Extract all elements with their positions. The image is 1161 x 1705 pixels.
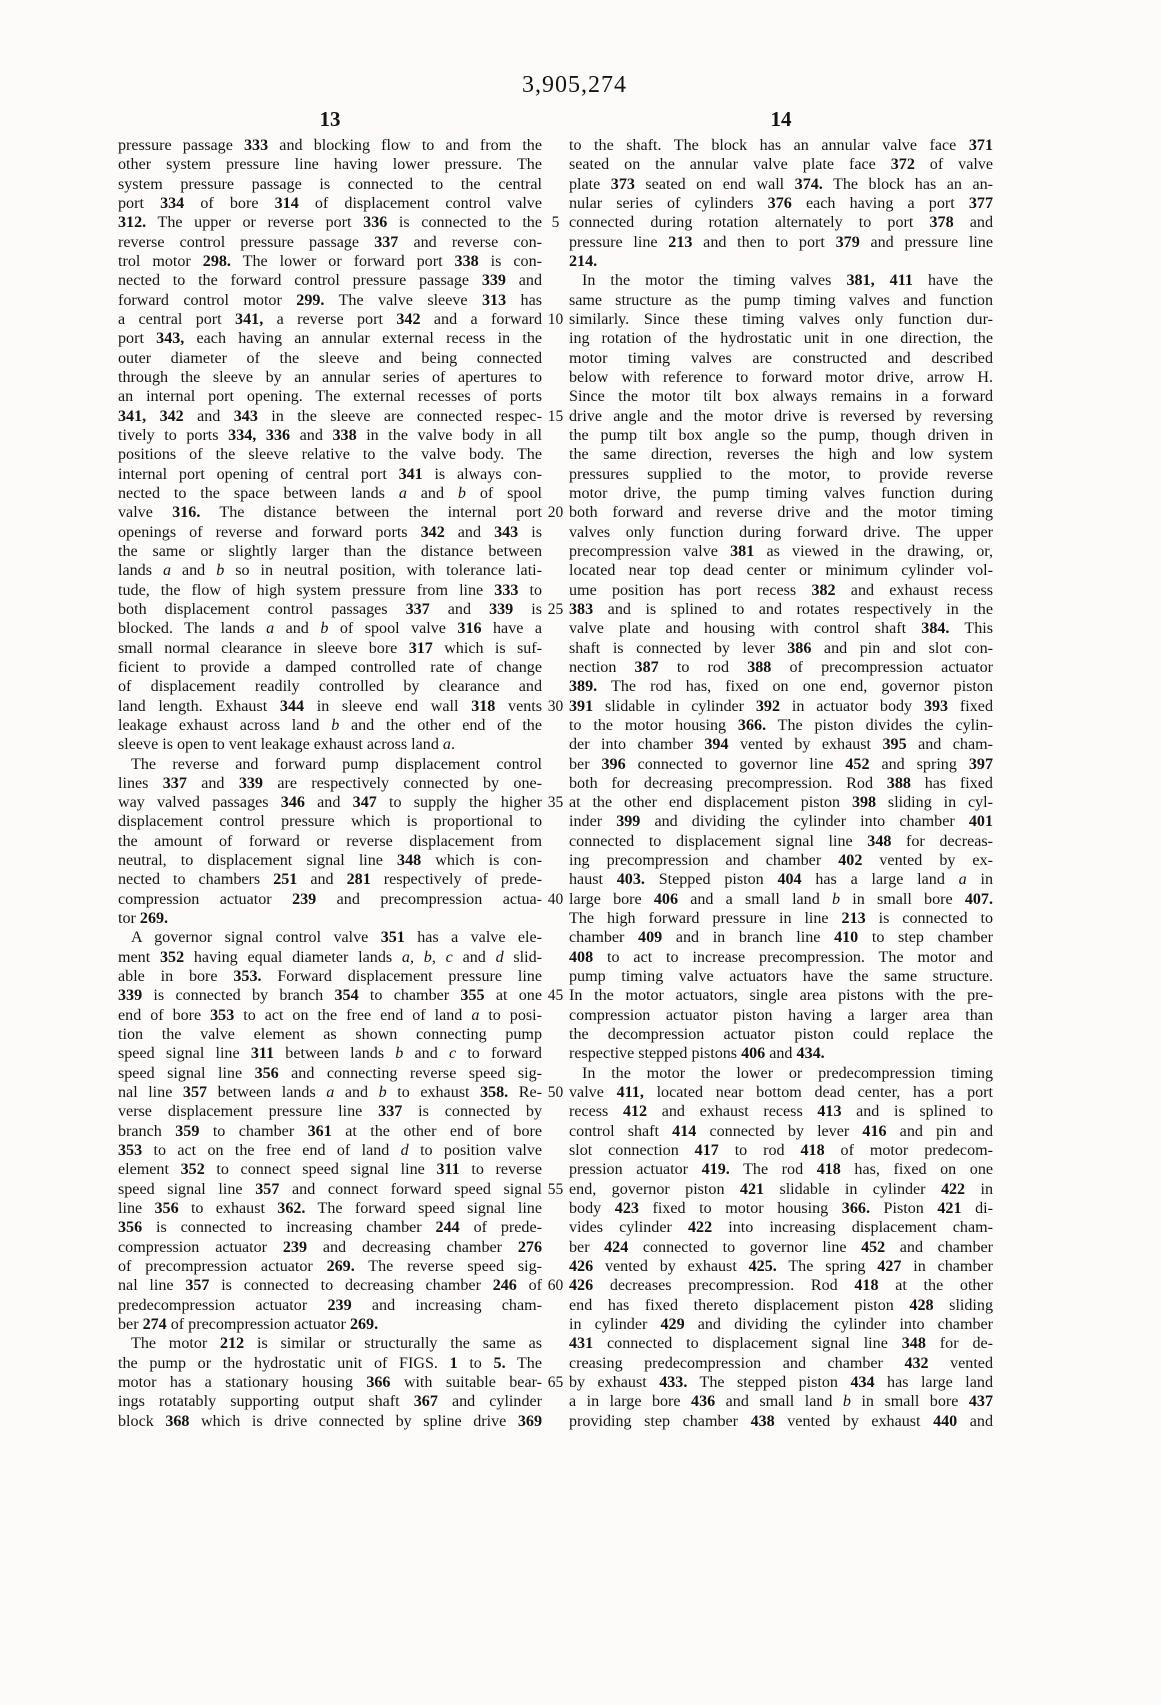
text-line: 353 to act on the free end of land d to position valve — [118, 1142, 542, 1160]
text-line: ber 274 of precompression actuator 269. — [118, 1316, 379, 1334]
text-line: nected to the space between lands a and b of spool — [118, 484, 542, 502]
text-line: speed signal line 311 between lands b and c to forward — [118, 1045, 542, 1063]
text-line: the same or slightly larger than the distance between — [118, 542, 542, 560]
line-number-blank — [542, 1315, 569, 1334]
line-number-blank — [542, 1257, 569, 1276]
text-line: providing step chamber 438 vented by exhaust 440 and — [569, 1412, 993, 1430]
line-number-blank — [542, 542, 569, 561]
text-line: 214. — [569, 252, 598, 270]
text-line: same structure as the pump timing valves and function — [569, 291, 993, 309]
text-line: compression actuator 239 and precompression actua- — [118, 890, 542, 908]
line-number-blank — [542, 291, 569, 310]
text-line: 339 is connected by branch 354 to chamber 355 at one — [118, 987, 543, 1005]
line-number-blank — [542, 928, 569, 947]
text-line: lands a and b so in neutral position, with tolerance lati- — [118, 562, 542, 580]
text-line: positions of the sleeve relative to the valve body. The — [118, 446, 542, 464]
text-line: both forward and reverse drive and the motor timing — [569, 504, 993, 522]
line-number-blank — [542, 581, 569, 600]
line-number-blank — [542, 1412, 569, 1431]
line-number-blank — [542, 1122, 569, 1141]
column-headers — [118, 104, 993, 134]
line-number-blank — [542, 948, 569, 967]
text-line: reverse control pressure passage 337 and reverse con- — [118, 233, 542, 251]
line-number-blank — [542, 387, 569, 406]
text-line: nection 387 to rod 388 of precompression actuator — [569, 658, 993, 676]
text-line: block 368 which is drive connected by spline drive 369 — [118, 1412, 542, 1430]
line-number: 15 — [547, 407, 564, 425]
text-line: system pressure passage is connected to the central — [118, 175, 542, 193]
text-line: 426 vented by exhaust 425. The spring 427 in chamber — [569, 1258, 993, 1276]
text-line: end, governor piston 421 slidable in cylinder 422 in — [569, 1180, 993, 1198]
text-line: nected to chambers 251 and 281 respectively of prede- — [118, 871, 543, 889]
line-number-blank — [542, 426, 569, 445]
text-line: 383 and is splined to and rotates respectively in the — [569, 600, 993, 618]
text-line: pressure passage 333 and blocking flow to and from the — [118, 137, 542, 154]
line-number-gutter — [542, 136, 569, 1431]
line-number-blank — [542, 1006, 569, 1025]
line-number-blank — [542, 561, 569, 580]
line-number-blank — [542, 1334, 569, 1353]
line-number-blank — [542, 155, 569, 174]
line-number-blank — [542, 812, 569, 831]
text-line: chamber 409 and in branch line 410 to step chamber — [569, 929, 993, 947]
text-line: internal port opening of central port 341 is always con- — [118, 465, 542, 483]
text-line: speed signal line 357 and connect forward speed signal — [118, 1180, 542, 1198]
line-number-blank — [542, 271, 569, 290]
text-line: port 343, each having an annular external recess in the — [118, 330, 543, 348]
line-number-blank — [542, 194, 569, 213]
line-number-blank — [542, 349, 569, 368]
text-line: a in large bore 436 and small land b in small bore 437 — [569, 1393, 994, 1411]
text-line: valve 316. The distance between the internal port — [118, 504, 543, 522]
text-line: inder 399 and dividing the cylinder into chamber 401 — [569, 813, 993, 831]
right-column-text — [569, 136, 993, 1431]
line-number: 65 — [547, 1374, 564, 1391]
text-line: the decompression actuator piston could replace the — [569, 1026, 993, 1044]
text-line: element 352 to connect speed signal line 311 to reverse — [118, 1161, 542, 1179]
text-line: In the motor the lower or predecompression timing — [582, 1064, 993, 1082]
text-line: nal line 357 between lands a and b to exhaust 358. Re- — [118, 1084, 542, 1102]
text-line: ume position has port recess 382 and exhaust recess — [569, 581, 993, 599]
text-line: creasing predecompression and chamber 432 vented — [569, 1354, 993, 1372]
text-line: way valved passages 346 and 347 to supply the higher — [118, 794, 542, 812]
text-line: blocked. The lands a and b of spool valve 316 have a — [118, 620, 542, 638]
text-line: The reverse and forward pump displacement control — [131, 755, 542, 773]
line-number: 20 — [547, 504, 564, 522]
text-line: a central port 341, a reverse port 342 and a forward — [118, 310, 542, 328]
line-number-blank — [542, 774, 569, 793]
line-number-blank — [542, 1199, 569, 1218]
line-number: 10 — [547, 310, 564, 328]
left-column-number: 13 — [319, 107, 341, 131]
text-line: both displacement control passages 337 and 339 is — [118, 600, 542, 618]
text-line: outer diameter of the sleeve and being connected — [118, 349, 542, 367]
line-number-blank — [542, 523, 569, 542]
line-number-blank — [542, 755, 569, 774]
line-number-blank — [542, 851, 569, 870]
line-number-blank — [542, 252, 569, 271]
line-number-blank — [542, 658, 569, 677]
text-line: small normal clearance in sleeve bore 317 which is suf- — [118, 639, 543, 657]
line-number-blank — [542, 136, 569, 155]
text-line: other system pressure line having lower pressure. The — [118, 156, 542, 174]
line-number-blank — [542, 233, 569, 252]
text-line: trol motor 298. The lower or forward port 338 is con- — [118, 252, 542, 270]
text-line: haust 403. Stepped piston 404 has a large land a in — [569, 871, 993, 889]
text-line: land length. Exhaust 344 in sleeve end wall 318 vents — [118, 697, 542, 715]
line-number: 5 — [551, 214, 560, 232]
text-line: body 423 fixed to motor housing 366. Piston 421 di- — [569, 1200, 993, 1218]
line-number-blank — [542, 967, 569, 986]
line-number-blank — [542, 639, 569, 658]
text-line: compression actuator 239 and decreasing chamber 276 — [118, 1238, 542, 1256]
line-number-blank — [542, 619, 569, 638]
text-line: pression actuator 419. The rod 418 has, fixed on one — [569, 1161, 994, 1179]
line-number-blank — [542, 175, 569, 194]
text-line: pump timing valve actuators have the same structure. — [569, 968, 993, 986]
text-line: port 334 of bore 314 of displacement control valve — [118, 194, 542, 212]
text-line: 391 slidable in cylinder 392 in actuator body 393 fixed — [569, 697, 993, 715]
text-line: similarly. Since these timing valves only function dur- — [569, 310, 993, 328]
patent-number: 3,905,274 — [522, 72, 627, 98]
line-number: 45 — [547, 987, 564, 1005]
text-line: ber 396 connected to governor line 452 and spring 397 — [569, 755, 993, 773]
text-line: valves only function during forward drive. The upper — [569, 523, 993, 541]
text-line: neutral, to displacement signal line 348 which is con- — [118, 852, 542, 870]
line-number-blank — [542, 1354, 569, 1373]
text-line: tion the valve element as shown connecting pump — [118, 1026, 542, 1044]
text-line: end has fixed thereto displacement piston 428 sliding — [569, 1296, 993, 1314]
text-line: the amount of forward or reverse displacement from — [118, 832, 542, 850]
text-line: leakage exhaust across land b and the other end of the — [118, 716, 542, 734]
text-line: to the motor housing 366. The piston divides the cylin- — [569, 716, 994, 734]
text-line: 312. The upper or reverse port 336 is connected to the — [118, 214, 542, 232]
text-line: ings rotatably supporting output shaft 367 and cylinder — [118, 1393, 542, 1411]
line-number-blank — [542, 1238, 569, 1257]
text-line: control shaft 414 connected by lever 416 and pin and — [569, 1122, 994, 1140]
line-number: 35 — [547, 794, 564, 812]
text-line: at the other end displacement piston 398 sliding in cyl- — [569, 794, 993, 812]
line-number-blank — [542, 368, 569, 387]
line-number-blank — [542, 1296, 569, 1315]
text-line: respective stepped pistons 406 and 434. — [569, 1045, 825, 1063]
text-line: 431 connected to displacement signal line 348 for de- — [569, 1335, 993, 1353]
text-line: the pump or the hydrostatic unit of FIGS. 1 to 5. The — [118, 1354, 542, 1372]
text-line: motor drive, the pump timing valves function during — [569, 484, 993, 502]
text-line: speed signal line 356 and connecting reverse speed sig- — [118, 1064, 543, 1082]
line-number-blank — [542, 735, 569, 754]
text-line: connected to displacement signal line 348 for decreas- — [569, 832, 993, 850]
text-line: both for decreasing precompression. Rod 388 has fixed — [569, 774, 993, 792]
line-number: 40 — [547, 890, 564, 908]
text-line: below with reference to forward motor drive, arrow H. — [569, 368, 993, 386]
text-line: connected during rotation alternately to port 378 and — [569, 214, 993, 232]
text-line: ficient to provide a damped controlled rate of change — [118, 658, 542, 676]
gutter-spacer — [542, 104, 569, 134]
text-line: forward control motor 299. The valve sleeve 313 has — [118, 291, 542, 309]
text-line: ment 352 having equal diameter lands a, b, c and d slid- — [118, 948, 543, 966]
line-number-blank — [542, 1218, 569, 1237]
text-line: drive angle and the motor drive is reversed by reversing — [569, 407, 993, 425]
text-line: nected to the forward control pressure passage 339 and — [118, 272, 542, 290]
line-number-blank — [542, 329, 569, 348]
text-line: der into chamber 394 vented by exhaust 395 and cham- — [569, 736, 993, 754]
text-line: tor 269. — [118, 910, 169, 928]
text-line: vides cylinder 422 into increasing displacement cham- — [569, 1219, 994, 1237]
line-number-blank — [542, 1141, 569, 1160]
text-line: in cylinder 429 and dividing the cylinder into chamber — [569, 1316, 994, 1334]
text-line: 389. The rod has, fixed on one end, governor piston — [569, 678, 993, 696]
two-column-text-body — [118, 136, 993, 1431]
text-line: A governor signal control valve 351 has a valve ele- — [131, 929, 542, 947]
line-number: 55 — [547, 1180, 564, 1198]
line-number-blank — [542, 870, 569, 889]
line-number: 60 — [547, 1277, 564, 1295]
text-line: 356 is connected to increasing chamber 244 of prede- — [118, 1219, 542, 1237]
text-line: 426 decreases precompression. Rod 418 at the other — [569, 1277, 993, 1295]
line-number-blank — [542, 1064, 569, 1083]
text-line: by exhaust 433. The stepped piston 434 has large land — [569, 1374, 993, 1391]
line-number-blank — [542, 832, 569, 851]
left-column-text — [118, 136, 542, 1431]
text-line: valve 411, located near bottom dead center, has a port — [569, 1084, 993, 1102]
text-line: ing rotation of the hydrostatic unit in one direction, the — [569, 330, 993, 348]
text-line: end of bore 353 to act on the free end of land a to posi- — [118, 1006, 542, 1024]
text-line: recess 412 and exhaust recess 413 and is splined to — [569, 1103, 993, 1121]
text-line: plate 373 seated on end wall 374. The block has an an- — [569, 175, 993, 193]
text-line: compression actuator piston having a larger area than — [569, 1006, 993, 1024]
text-line: to the shaft. The block has an annular valve face 371 — [569, 137, 993, 154]
line-number-blank — [542, 909, 569, 928]
line-number-blank — [542, 445, 569, 464]
text-line: The motor 212 is similar or structurally the same as — [131, 1335, 542, 1353]
line-number-blank — [542, 1392, 569, 1411]
text-line: pressure line 213 and then to port 379 and pressure line — [569, 233, 993, 251]
line-number-blank — [542, 1025, 569, 1044]
text-line: line 356 to exhaust 362. The forward speed signal line — [118, 1200, 542, 1218]
text-line: motor has a stationary housing 366 with suitable bear- — [118, 1374, 542, 1391]
text-line: tude, the flow of high system pressure from line 333 to — [118, 581, 542, 599]
text-line: through the sleeve by an annular series of apertures to — [118, 368, 542, 386]
text-line: displacement control pressure which is proportional to — [118, 813, 542, 831]
text-line: the same direction, reverses the high and low system — [569, 446, 993, 464]
line-number-blank — [542, 465, 569, 484]
text-line: verse displacement pressure line 337 is connected by — [118, 1103, 542, 1121]
text-line: In the motor the timing valves 381, 411 have the — [582, 272, 994, 290]
text-line: located near top dead center or minimum cylinder vol- — [569, 562, 993, 580]
text-line: pressures supplied to the motor, to provide reverse — [569, 465, 993, 483]
text-line: branch 359 to chamber 361 at the other end of bore — [118, 1122, 542, 1140]
text-line: 408 to act to increase precompression. The motor and — [569, 948, 993, 966]
text-line: nular series of cylinders 376 each having a port 377 — [569, 194, 993, 212]
line-number-blank — [542, 1160, 569, 1179]
text-line: nal line 357 is connected to decreasing chamber 246 of — [118, 1277, 542, 1295]
line-number: 25 — [547, 600, 564, 618]
text-line: ber 424 connected to governor line 452 and chamber — [569, 1238, 993, 1256]
text-line: In the motor actuators, single area pistons with the pre- — [569, 987, 993, 1005]
right-column-number: 14 — [770, 107, 792, 131]
text-line: predecompression actuator 239 and increasing cham- — [118, 1296, 543, 1314]
text-line: able in bore 353. Forward displacement pressure line — [118, 968, 542, 986]
line-number-blank — [542, 677, 569, 696]
text-line: 341, 342 and 343 in the sleeve are connected respec- — [118, 407, 542, 425]
text-line: motor timing valves are constructed and described — [569, 349, 993, 367]
text-line: shaft is connected by lever 386 and pin and slot con- — [569, 639, 993, 657]
line-number-blank — [542, 484, 569, 503]
text-line: lines 337 and 339 are respectively connected by one- — [118, 774, 543, 792]
text-line: seated on the annular valve plate face 372 of valve — [569, 156, 993, 174]
text-line: ing precompression and chamber 402 vented by ex- — [569, 852, 993, 870]
text-line: large bore 406 and a small land b in small bore 407. — [569, 890, 993, 908]
text-line: an internal port opening. The external recesses of ports — [118, 388, 542, 406]
line-number-blank — [542, 1044, 569, 1063]
text-line: openings of reverse and forward ports 342 and 343 is — [118, 523, 542, 541]
text-line: of precompression actuator 269. The reverse speed sig- — [118, 1258, 542, 1276]
text-line: The high forward pressure in line 213 is connected to — [569, 910, 993, 928]
text-line: Since the motor tilt box always remains in a forward — [569, 388, 993, 406]
text-line: slot connection 417 to rod 418 of motor predecom- — [569, 1142, 994, 1160]
line-number: 30 — [547, 697, 564, 715]
text-line: sleeve is open to vent leakage exhaust across land a. — [118, 736, 455, 754]
text-line: tively to ports 334, 336 and 338 in the valve body in all — [118, 426, 542, 444]
text-line: valve plate and housing with control shaft 384. This — [569, 620, 993, 638]
line-number-blank — [542, 1102, 569, 1121]
text-line: the pump tilt box angle so the pump, though driven in — [569, 426, 993, 444]
line-number: 50 — [547, 1084, 564, 1102]
line-number-blank — [542, 716, 569, 735]
text-line: precompression valve 381 as viewed in the drawing, or, — [569, 542, 993, 560]
text-line: of displacement readily controlled by clearance and — [118, 678, 542, 696]
